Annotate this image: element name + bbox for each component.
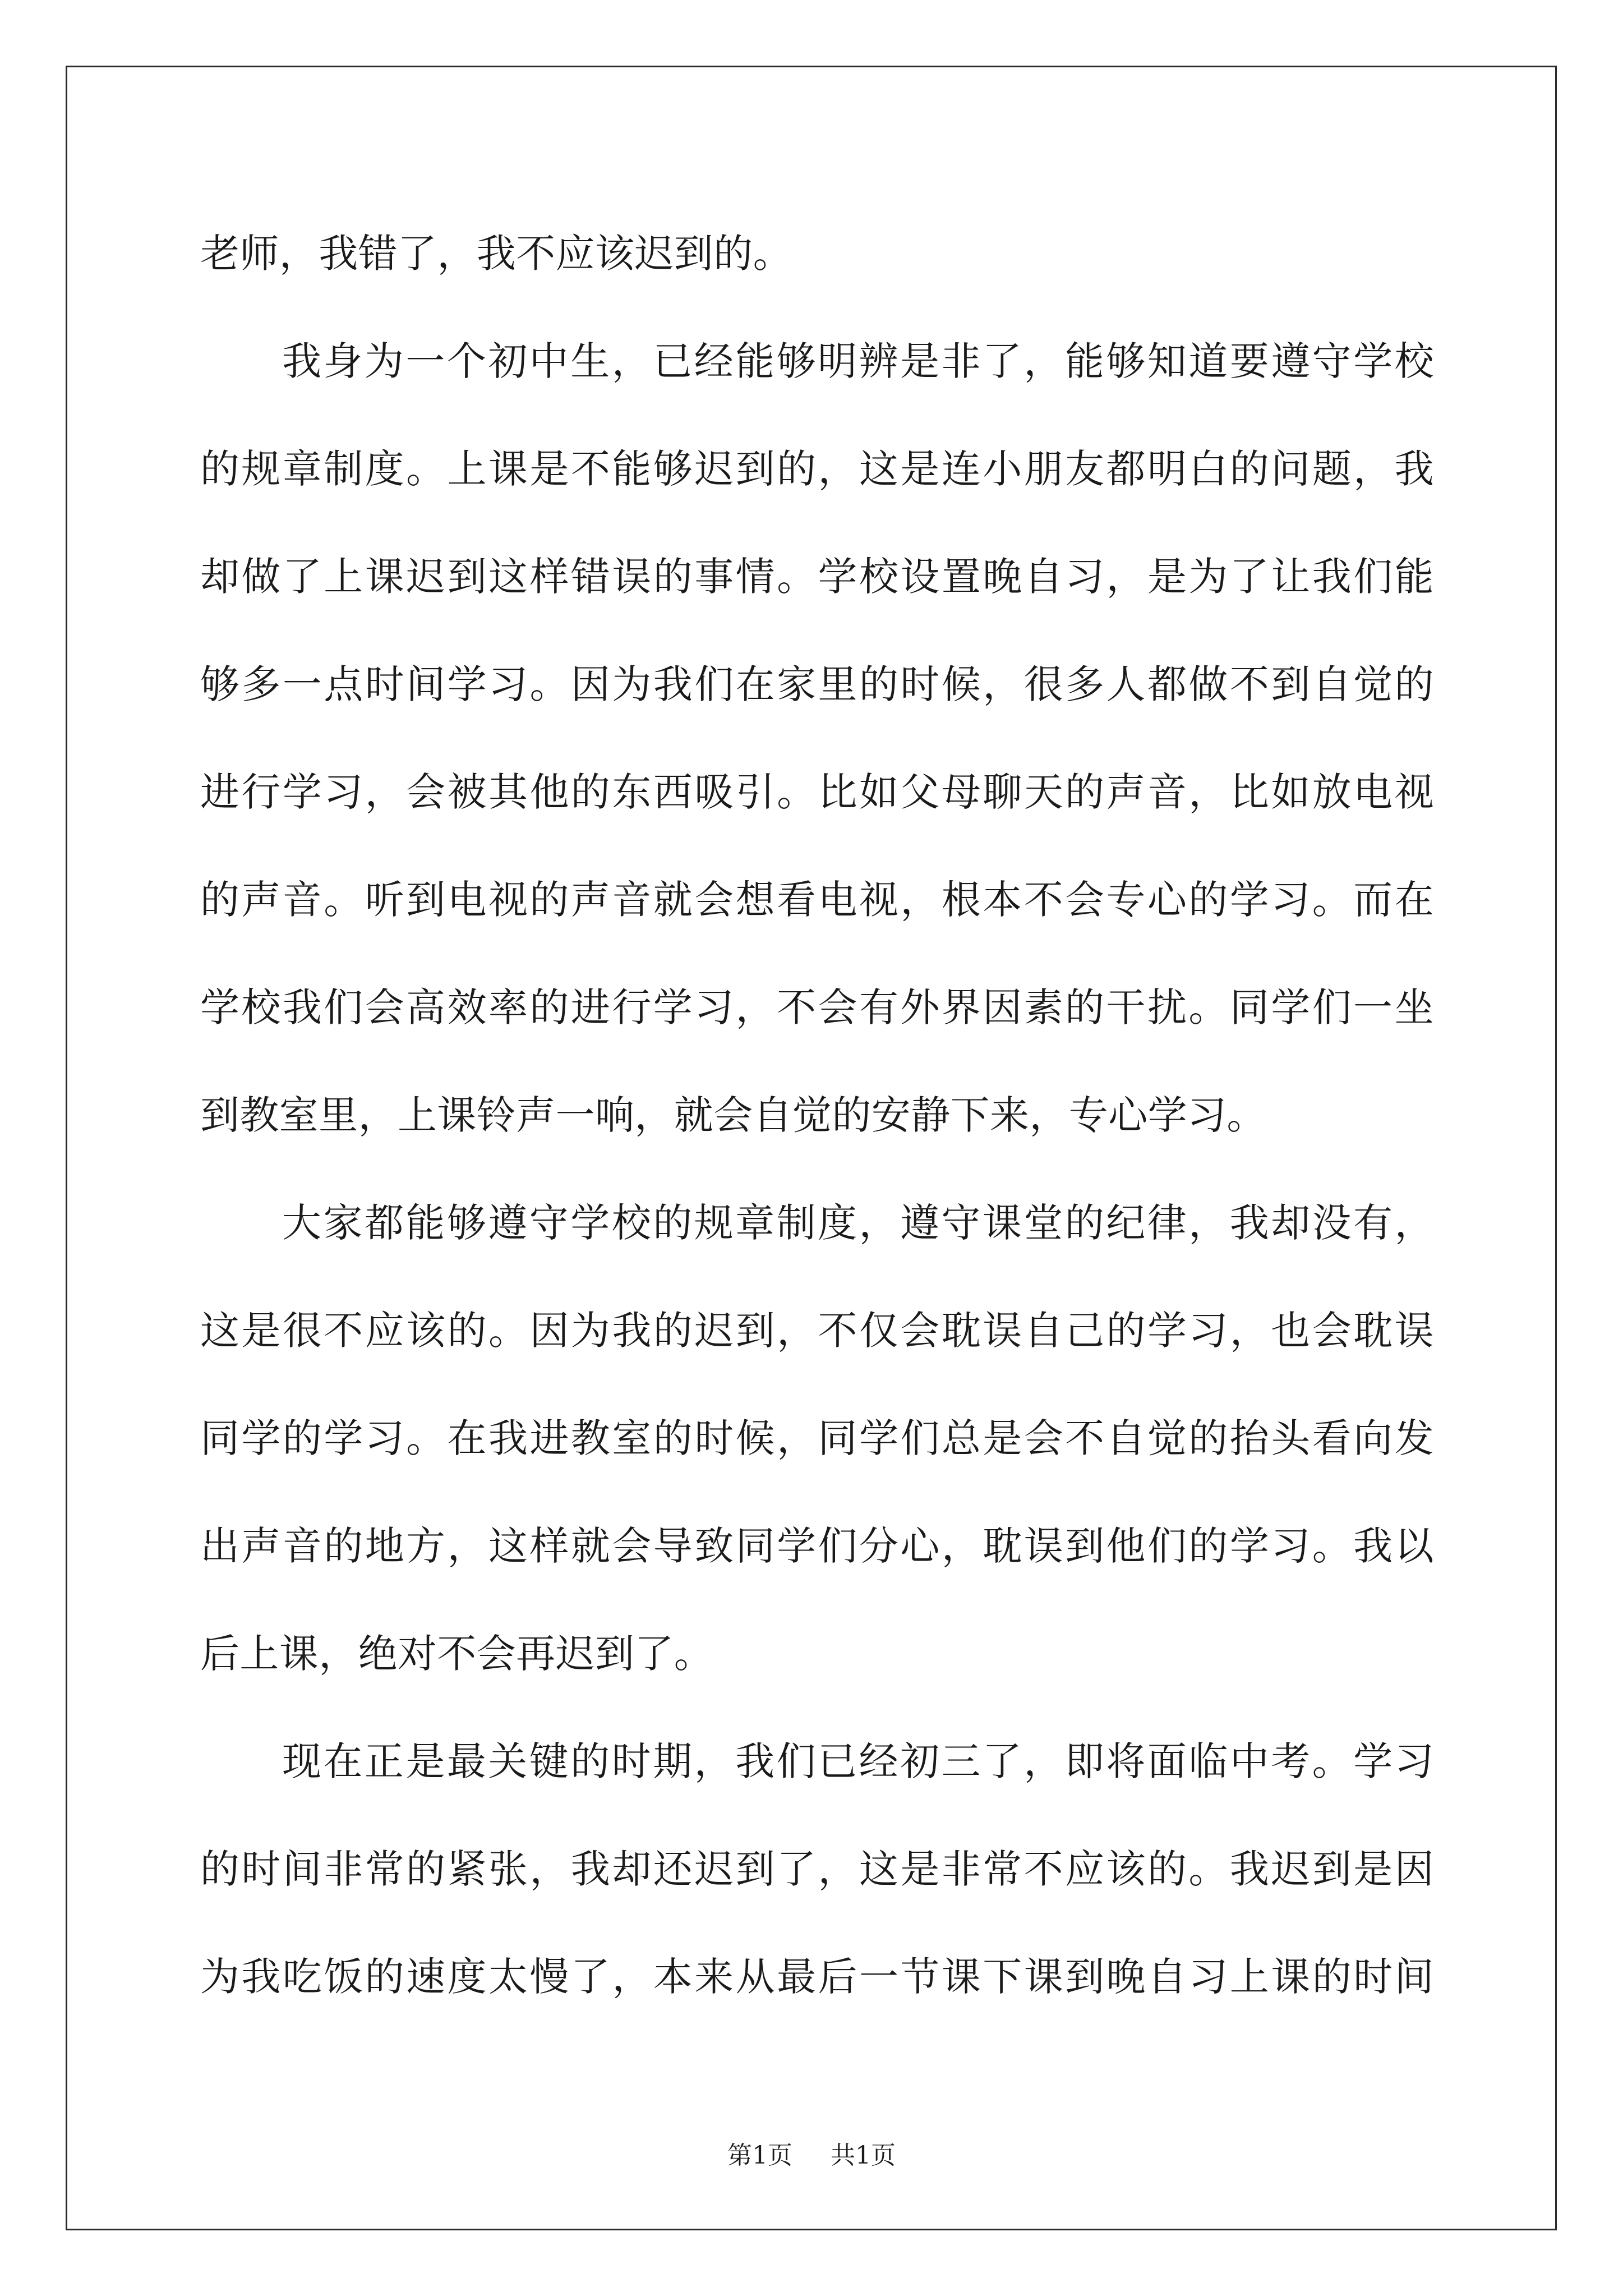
text-line: 后上课，绝对不会再迟到了。: [200, 1631, 714, 1677]
page-footer: [0, 2135, 1623, 2171]
text-line: 为我吃饭的速度太慢了，本来从最后一节课下课到晚自习上课的时间: [200, 1954, 1434, 2000]
text-line: 却做了上课迟到这样错误的事情。学校设置晚自习，是为了让我们能: [200, 554, 1434, 600]
text-line: 我身为一个初中生，已经能够明辨是非了，能够知道要遵守学校: [282, 338, 1434, 384]
text-line: 进行学习，会被其他的东西吸引。比如父母聊天的声音，比如放电视: [200, 769, 1434, 815]
text-line: 的声音。听到电视的声音就会想看电视，根本不会专心的学习。而在: [200, 877, 1434, 923]
page-number: 第1页: [727, 2141, 792, 2170]
text-line: 出声音的地方，这样就会导致同学们分心，耽误到他们的学习。我以: [200, 1523, 1434, 1569]
text-line: 老师，我错了，我不应该迟到的。: [200, 231, 792, 277]
text-line: 这是很不应该的。因为我的迟到，不仅会耽误自己的学习，也会耽误: [200, 1308, 1434, 1354]
text-line: 够多一点时间学习。因为我们在家里的时候，很多人都做不到自觉的: [200, 661, 1434, 707]
text-line: 同学的学习。在我进教室的时候，同学们总是会不自觉的抬头看向发: [200, 1415, 1434, 1461]
text-line: 到教室里，上课铃声一响，就会自觉的安静下来，专心学习。: [200, 1092, 1266, 1138]
text-line: 的规章制度。上课是不能够迟到的，这是连小朋友都明白的问题，我: [200, 446, 1434, 492]
text-line: 现在正是最关键的时期，我们已经初三了，即将面临中考。学习: [282, 1738, 1434, 1784]
text-line: 的时间非常的紧张，我却还迟到了，这是非常不应该的。我迟到是因: [200, 1846, 1434, 1892]
page-total: 共1页: [831, 2141, 896, 2170]
text-line: 学校我们会高效率的进行学习，不会有外界因素的干扰。同学们一坐: [200, 984, 1434, 1030]
text-line: 大家都能够遵守学校的规章制度，遵守课堂的纪律，我却没有，: [282, 1200, 1434, 1246]
document-body: [200, 200, 1434, 2031]
